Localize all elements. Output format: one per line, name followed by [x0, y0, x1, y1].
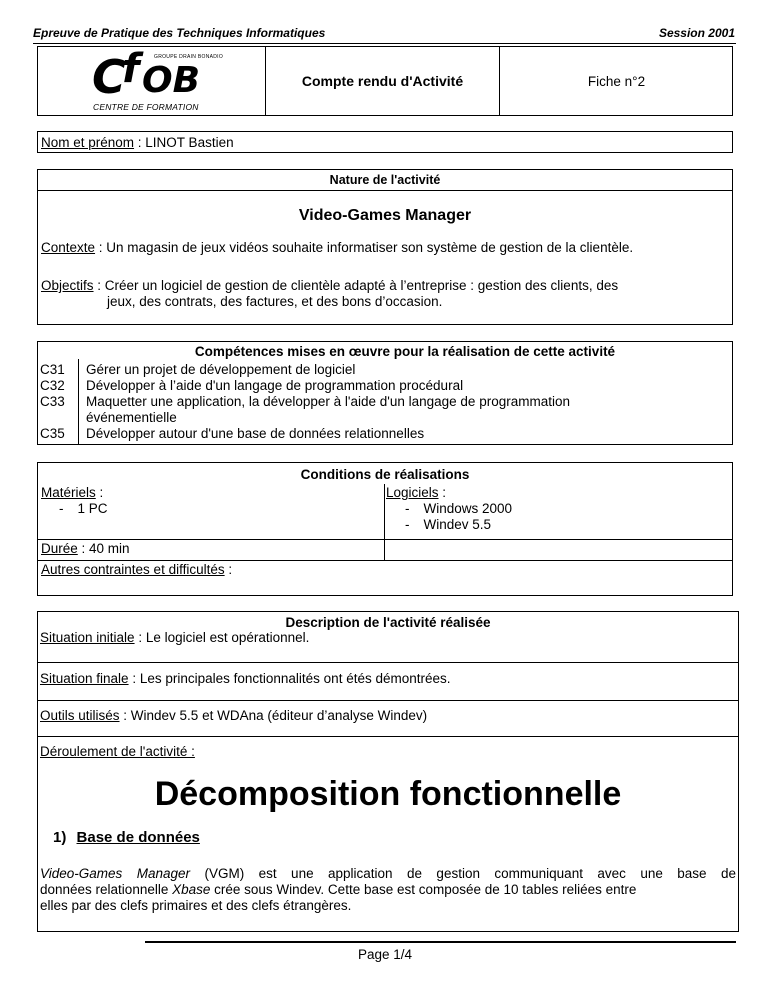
competence-code: C35 — [40, 426, 65, 441]
competence-line: Développer à l’aide d'un langage de programmation procédural — [86, 378, 464, 393]
contexte: Contexte : Un magasin de jeux vidéos souhaite informatiser son système de gestion de la clientèle. — [41, 240, 634, 255]
description-box — [37, 611, 739, 932]
big-title: Décomposition fonctionnelle — [154, 775, 622, 813]
activity-title: Video-Games Manager — [298, 207, 472, 224]
duree: Durée : 40 min — [41, 541, 130, 556]
description-heading: Description de l'activité réalisée — [285, 615, 491, 630]
situation-initiale: Situation initiale : Le logiciel est opérationnel. — [40, 630, 310, 645]
outils-utilises: Outils utilisés : Windev 5.5 et WDAna (éditeur d’analyse Windev) — [40, 708, 428, 723]
page-number: Page 1/4 — [357, 947, 413, 962]
name-value: : LINOT Bastien — [134, 135, 234, 150]
cfob-logo: C f GROUPE DRAIN BONADIO OB CENTRE DE FORMATION — [92, 46, 224, 112]
nature-heading: Nature de l'activité — [329, 173, 441, 187]
logiciel-item: - Windev 5.5 — [405, 517, 492, 532]
header-right: Session 2001 — [658, 26, 735, 40]
situation-finale: Situation finale : Les principales fonctionnalités ont étés démontrées. — [40, 671, 451, 686]
page-title: Compte rendu d'Activité — [301, 73, 464, 89]
conditions-box — [37, 462, 733, 596]
nature-box — [37, 169, 733, 325]
name-box — [37, 131, 733, 153]
materiel-item: - 1 PC — [59, 501, 108, 516]
autres-contraintes: Autres contraintes et difficultés : — [41, 562, 233, 577]
competence-line: événementielle — [86, 410, 177, 425]
paragraph-line: données relationnelle Xbase crée sous Windev. Cette base est composée de 10 tables reliées entre — [40, 882, 637, 897]
materiels: Matériels : — [41, 485, 104, 500]
paragraph-line: elles par des clefs primaires et des clefs étrangères. — [40, 898, 352, 913]
section-heading: 1) Base de données — [53, 829, 200, 846]
competences-box — [37, 341, 733, 445]
competence-code: C33 — [40, 394, 65, 409]
paragraph-line: Video-Games Manager (VGM) est une application de gestion communiquant avec une base de — [40, 866, 736, 881]
fiche-number: Fiche n°2 — [587, 74, 646, 89]
objectifs-line2: jeux, des contrats, des factures, et des bons d’occasion. — [107, 294, 443, 309]
competence-code: C32 — [40, 378, 65, 393]
logiciel-item: - Windows 2000 — [405, 501, 513, 516]
competence-line: Maquetter une application, la développer à l'aide d'un langage de programmation — [86, 394, 570, 409]
deroulement-label: Déroulement de l'activité : — [40, 744, 195, 759]
name-label: Nom et prénom — [41, 135, 135, 150]
competences-heading: Compétences mises en œuvre pour la réalisation de cette activité — [194, 344, 616, 359]
header-left: Epreuve de Pratique des Techniques Informatiques — [33, 26, 326, 40]
objectifs: Objectifs : Créer un logiciel de gestion de clientèle adapté à l’entreprise : gestion des clients, des — [41, 278, 619, 293]
title-box — [37, 46, 733, 116]
footer-rule — [145, 941, 736, 943]
header-rule — [33, 43, 736, 44]
competence-code: C31 — [40, 362, 65, 377]
conditions-heading: Conditions de réalisations — [300, 467, 470, 482]
logiciels: Logiciels : — [386, 485, 447, 500]
competence-line: Développer autour d'une base de données relationnelles — [86, 426, 425, 441]
competence-line: Gérer un projet de développement de logiciel — [86, 362, 356, 377]
